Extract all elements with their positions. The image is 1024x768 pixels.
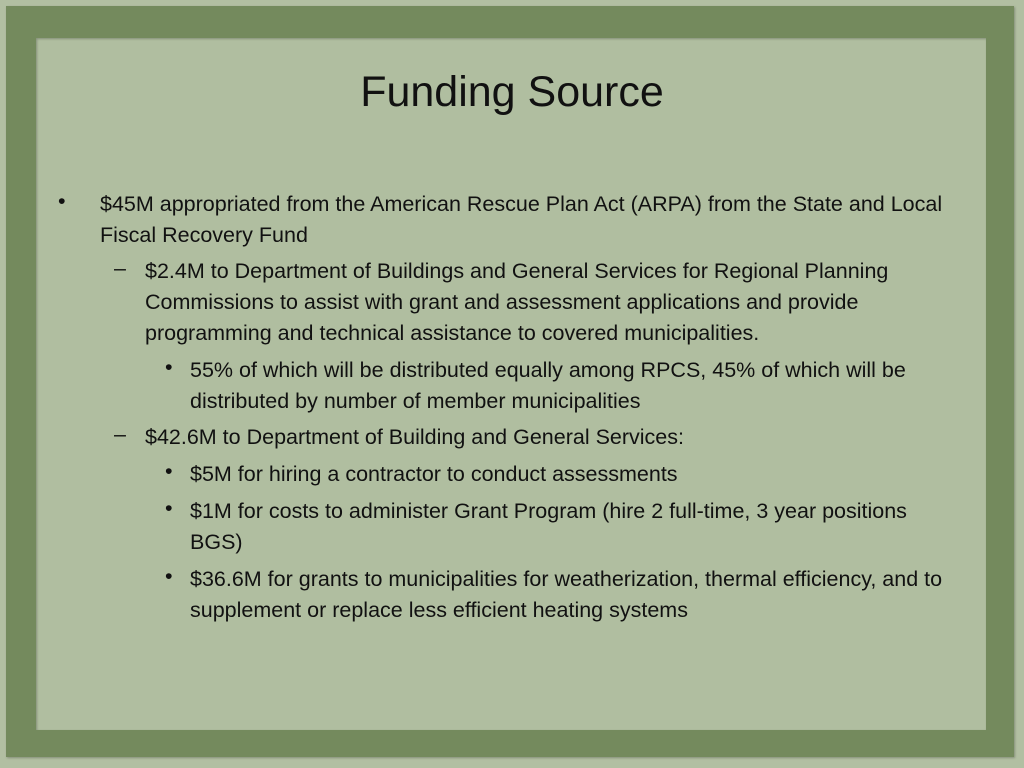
bullet-marker: • xyxy=(165,496,173,520)
bullet-item-level3: 55% of which will be distributed equally among RPCS, 45% of which will be distributed by number of member municipalities xyxy=(190,358,906,413)
bullet-marker: • xyxy=(58,189,66,213)
bullet-item-level2: $42.6M to Department of Building and General Services: xyxy=(145,425,684,449)
bullet-item-level3: $5M for hiring a contractor to conduct assessments xyxy=(190,462,678,486)
dash-marker: – xyxy=(114,422,126,446)
dash-marker: – xyxy=(114,256,126,280)
bullet-item-level1: $45M appropriated from the American Rescue Plan Act (ARPA) from the State and Local Fiscal Recovery Fund xyxy=(100,192,943,247)
slide-title: Funding Source xyxy=(360,68,664,116)
bullet-marker: • xyxy=(165,355,173,379)
bullet-marker: • xyxy=(165,459,173,483)
bullet-item-level3: $1M for costs to administer Grant Program (hire 2 full-time, 3 year positions BGS) xyxy=(190,499,907,554)
bullet-item-level2: $2.4M to Department of Buildings and General Services for Regional Planning Commissions to assist with grant and assessment applications and provide programming and technical assistance to covered municipalities. xyxy=(145,259,889,345)
bullet-marker: • xyxy=(165,564,173,588)
bullet-item-level3: $36.6M for grants to municipalities for weatherization, thermal efficiency, and to supplement or replace less efficient heating systems xyxy=(190,567,943,622)
